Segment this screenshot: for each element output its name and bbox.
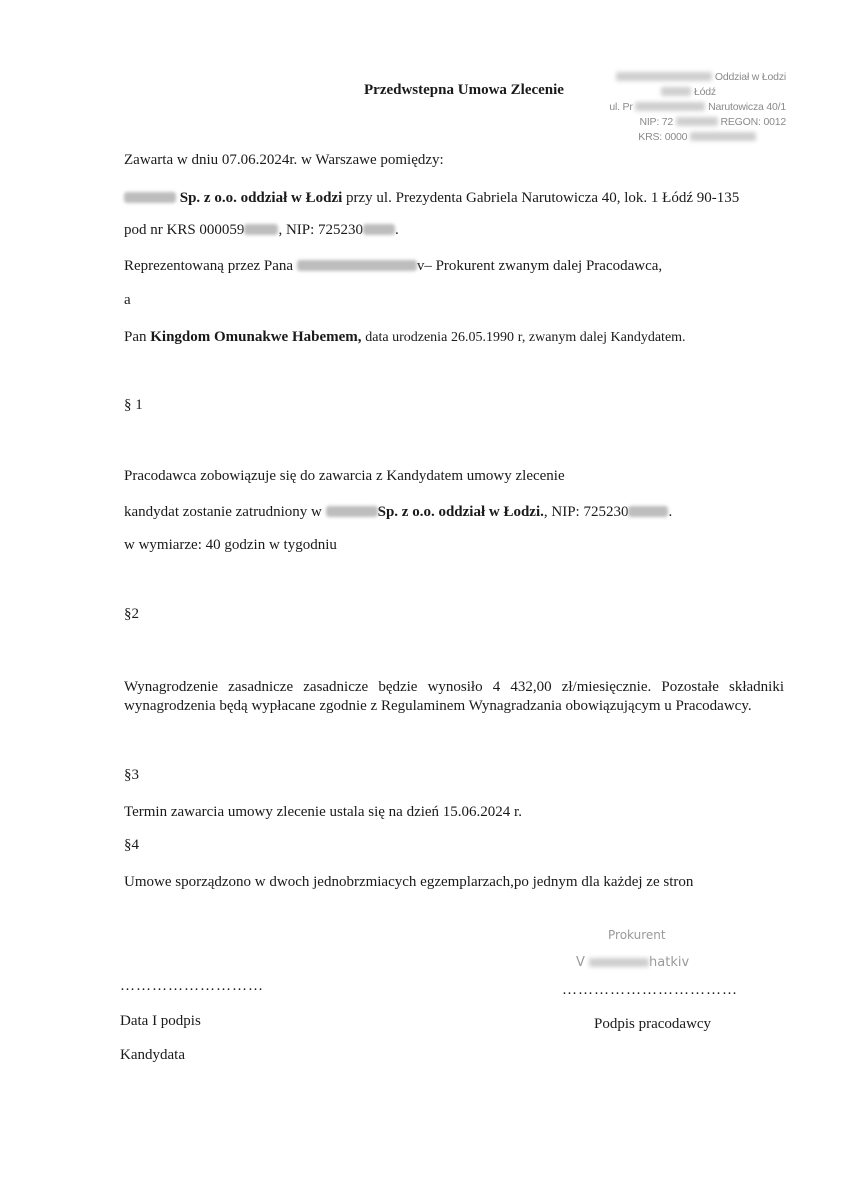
stamp-line-3-end: Narutowicza 40/1 [708, 101, 786, 113]
company-line [124, 190, 739, 207]
redacted-representative [297, 260, 417, 271]
section-1-line-3: w wymiarze: 40 godzin w tygodniu [124, 537, 337, 553]
candidate-signature-label-1: Data I podpis [120, 1013, 201, 1029]
represented-prefix: Reprezentowaną przez Pana [124, 258, 294, 274]
redacted-krs [244, 224, 278, 235]
company-name-suffix: Sp. z o.o. oddział w Łodzi [179, 190, 343, 206]
section-4-mark: §4 [124, 837, 139, 853]
section-2-mark: §2 [124, 606, 139, 622]
section-2-text: Wynagrodzenie zasadnicze zasadnicze będzie wynosiło 4 432,00 zł/miesięcznie. Pozostałe składniki wynagrodzenia będą wypłacane zgodnie z Regulaminem Wynagradzania obowiązującym u Pracodawcy. [124, 679, 784, 714]
employment-prefix: kandydat zostanie zatrudniony w [124, 504, 322, 520]
stamp-line-1: Oddział w Łodzi [714, 71, 786, 83]
redacted-nip-2 [628, 506, 668, 517]
employer-stamp-top: Prokurent [608, 928, 666, 942]
employer-signature-label: Podpis pracodawcy [594, 1016, 712, 1032]
represented-line [124, 258, 662, 275]
stamp-name-end: hatkiv [649, 955, 690, 970]
section-4-text: Umowe sporządzono w dwoch jednobrzmiacych egzemplarzach,po jednym dla każdej ze stron [124, 874, 694, 890]
stamp-line-3-start: ul. Pr [609, 101, 633, 113]
redacted-nip [363, 224, 395, 235]
candidate-suffix: r, zwanym dalej Kandydatem. [517, 330, 686, 345]
employer-signature-dots: …………………………… [562, 982, 738, 998]
stamp-line-5-start: KRS: 0000 [638, 131, 688, 143]
section-3-text: Termin zawarcia umowy zlecenie ustala się na dzień 15.06.2024 r. [124, 804, 522, 820]
krs-line [124, 222, 399, 239]
krs-prefix: pod nr KRS 000059 [124, 222, 245, 238]
redacted-company-name-2 [326, 506, 378, 517]
stamp-line-4-end: REGON: 0012 [720, 116, 786, 128]
company-address: przy ul. Prezydenta Gabriela Narutowicza 40, lok. 1 Łódź 90-135 [346, 190, 740, 206]
section-1-mark: § 1 [124, 397, 143, 413]
section-1-line-2 [124, 504, 672, 521]
krs-nip: , NIP: 725230 [278, 222, 364, 238]
employer-stamp-name [576, 955, 689, 970]
document-title: Przedwstepna Umowa Zlecenie [364, 82, 564, 98]
employment-end: . [668, 504, 673, 520]
section-3-mark: §3 [124, 767, 139, 783]
krs-end: . [395, 222, 399, 238]
candidate-signature-dots: ……………………… [120, 978, 264, 994]
section-1-line-1: Pracodawca zobowiązuje się do zawarcia z Kandydatem umowy zlecenie [124, 468, 565, 484]
candidate-prefix: Pan [124, 329, 147, 345]
employment-company: Sp. z o.o. oddział w Łodzi. [377, 504, 544, 520]
candidate-line [124, 329, 686, 346]
employment-nip: , NIP: 725230 [543, 504, 629, 520]
birth-date: 26.05.1990 [451, 330, 515, 345]
birth-label: data urodzenia [365, 330, 448, 345]
redacted-company-name [124, 192, 176, 203]
candidate-name: Kingdom Omunakwe Habemem, [150, 329, 362, 345]
stamp-name-start: V [576, 955, 585, 970]
intro-line: Zawarta w dniu 07.06.2024r. w Warszawe pomiędzy: [124, 152, 444, 168]
stamp-line-4-start: NIP: 72 [639, 116, 674, 128]
represented-suffix: v– Prokurent zwanym dalej Pracodawca, [416, 258, 663, 274]
conjunction: a [124, 292, 131, 308]
stamp-line-2: Łódź [694, 86, 716, 98]
candidate-signature-label-2: Kandydata [120, 1047, 185, 1063]
